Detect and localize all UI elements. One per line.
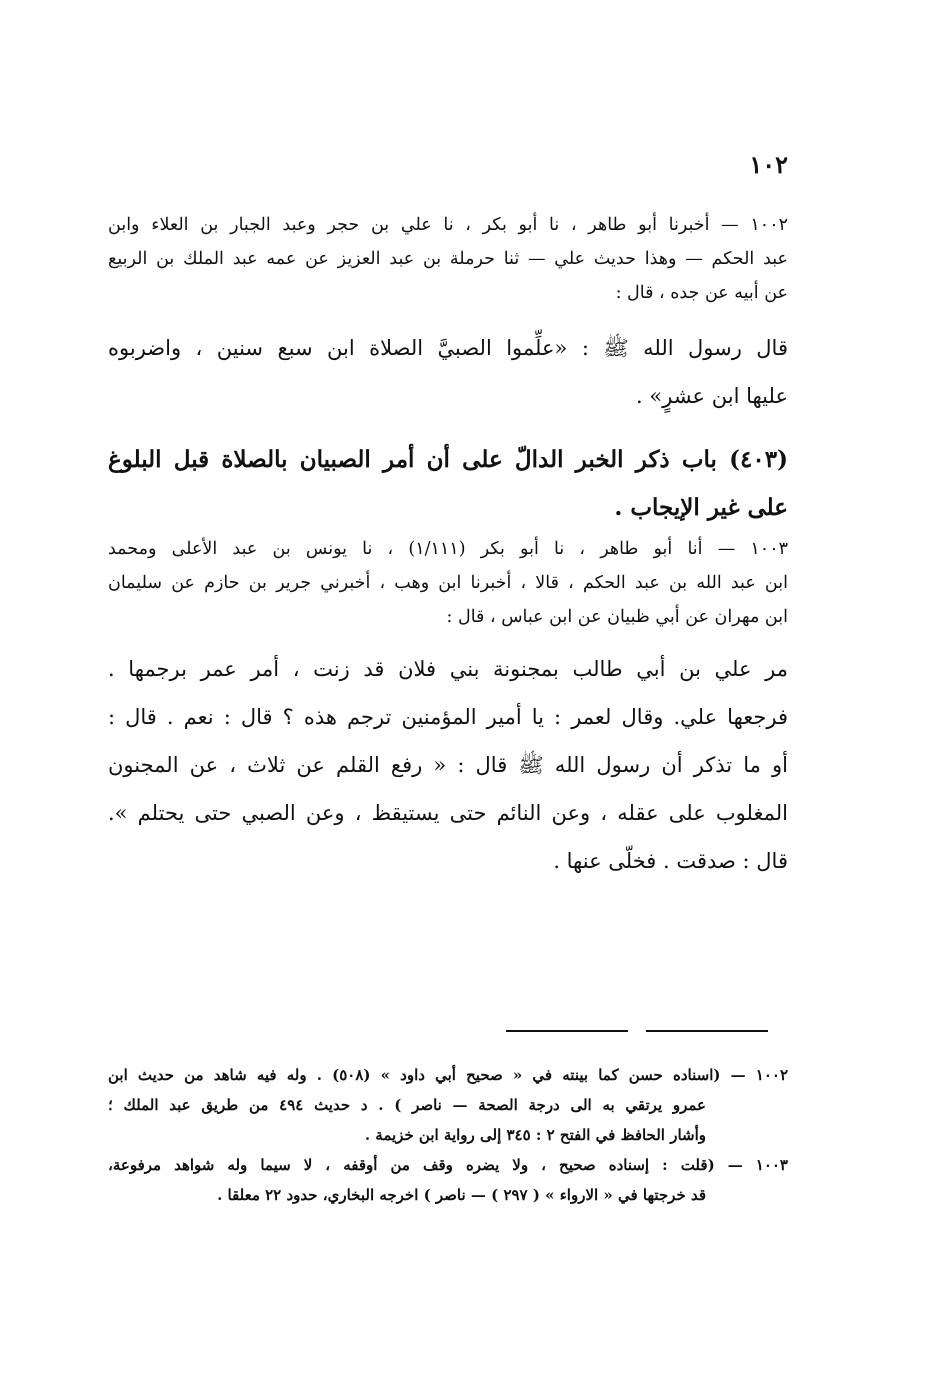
heading-line: (٤٠٣) باب ذكر الخبر الدالّ على أن أمر الصبيان بالصلاة قبل البلوغ xyxy=(108,446,788,473)
hadith-1002-isnad xyxy=(108,208,788,310)
footnote-1002-line: ١٠٠٢ — (اسناده حسن كما بينته في « صحيح أبي داود » (٥٠٨) . وله فيه شاهد من حديث ابن xyxy=(108,1066,789,1084)
hadith-1002-matn xyxy=(108,324,788,420)
hadith-1003-matn xyxy=(108,645,788,885)
isnad-line: عبد الحكم — وهذا حديث علي — ثنا حرملة بن عبد العزيز عن عمه عبد الملك بن الربيع xyxy=(108,249,788,269)
matn-line: عليها ابن عشرٍ» . xyxy=(636,384,788,408)
footnote-1002-line: وأشار الحافظ في الفتح ٢ : ٣٤٥ إلى رواية ابن خزيمة . xyxy=(364,1126,706,1144)
footnote-1002-line: عمرو يرتقي به الى درجة الصحة — ناصر ) . د حديث ٤٩٤ من طريق عبد الملك ؛ xyxy=(108,1096,706,1114)
footnote-1003-line: ١٠٠٣ — (قلت : إسناده صحيح ، ولا يضره وقف من أوقفه ، لا سيما وله شواهد مرفوعة، xyxy=(108,1156,788,1174)
footnote-separator xyxy=(646,1030,768,1032)
heading-line: على غير الإيجاب . xyxy=(614,494,788,521)
footnotes xyxy=(108,1060,788,1210)
matn-line: أو ما تذكر أن رسول الله ﷺ قال : « رفع القلم عن ثلاث ، عن المجنون xyxy=(108,753,788,777)
matn-line: قال : صدقت . فخلّى عنها . xyxy=(553,849,788,873)
footnote-separator xyxy=(506,1030,628,1032)
page-number: ١٠٢ xyxy=(749,150,788,179)
isnad-line: ١٠٠٣ — أنا أبو طاهر ، نا أبو بكر (١/١١١) ، نا يونس بن عبد الأعلى ومحمد xyxy=(108,539,788,559)
isnad-line: ١٠٠٢ — أخبرنا أبو طاهر ، نا أبو بكر ، نا علي بن حجر وعبد الجبار بن العلاء وابن xyxy=(108,215,788,235)
chapter-heading-403 xyxy=(108,436,788,532)
hadith-1003-isnad xyxy=(108,532,788,634)
footnote-1003-line: قد خرجتها في « الارواء » ( ٢٩٧ ) — ناصر ) اخرجه البخاري، حدود ٢٢ معلقا . xyxy=(217,1186,706,1204)
matn-line: المغلوب على عقله ، وعن النائم حتى يستيقظ ، وعن الصبي حتى يحتلم ». xyxy=(108,801,788,825)
isnad-line: ابن عبد الله بن عبد الحكم ، قالا ، أخبرنا ابن وهب ، أخبرني جرير بن حازم عن سليمان xyxy=(108,573,788,593)
matn-line: قال رسول الله ﷺ : «علِّموا الصبيَّ الصلاة ابن سبع سنين ، واضربوه xyxy=(108,336,788,360)
isnad-line: ابن مهران عن أبي ظبيان عن ابن عباس ، قال : xyxy=(446,607,788,627)
matn-line: فرجعها علي. وقال لعمر : يا أمير المؤمنين ترجم هذه ؟ قال : نعم . قال : xyxy=(108,705,788,729)
matn-line: مر علي بن أبي طالب بمجنونة بني فلان قد زنت ، أمر عمر برجمها . xyxy=(108,657,788,681)
isnad-line: عن أبيه عن جده ، قال : xyxy=(615,283,788,303)
